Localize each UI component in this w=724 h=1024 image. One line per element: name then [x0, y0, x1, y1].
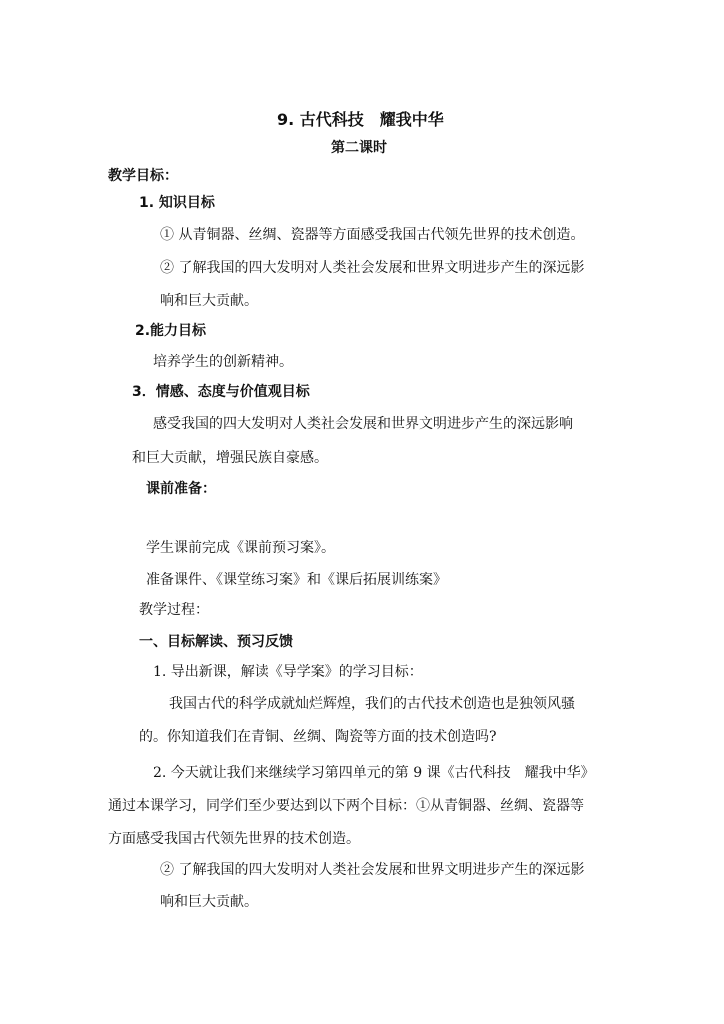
process-heading: 教学过程： [139, 602, 209, 618]
emotion-heading: 3．情感、态度与价值观目标 [132, 384, 310, 400]
goals-heading: 教学目标： [108, 168, 178, 184]
prep-heading: 课前准备： [146, 481, 216, 497]
prep-line-2: 准备课件、《课堂练习案》和《课后拓展训练案》 [146, 572, 447, 588]
knowledge-heading: 1. 知识目标 [139, 195, 215, 211]
step-2-line-1: 2. 今天就让我们来继续学习第四单元的第 9 课《古代科技 耀我中华》 [153, 765, 595, 781]
section-1-heading: 一、目标解读、预习反馈 [139, 634, 293, 650]
step-1-text-line-2: 的。你知道我们在青铜、丝绸、陶瓷等方面的技术创造吗? [139, 729, 497, 745]
step-1-text-line-1: 我国古代的科学成就灿烂辉煌，我们的古代技术创造也是独领风骚 [169, 696, 575, 712]
page-title: 9. 古代科技 耀我中华 [277, 110, 444, 129]
emotion-text-line-2: 和巨大贡献，增强民族自豪感。 [132, 450, 328, 466]
page-subtitle: 第二课时 [331, 140, 387, 156]
knowledge-item-1: ① 从青铜器、丝绸、瓷器等方面感受我国古代领先世界的技术创造。 [160, 227, 585, 243]
ability-text: 培养学生的创新精神。 [153, 354, 293, 370]
knowledge-item-2-line-1: ② 了解我国的四大发明对人类社会发展和世界文明进步产生的深远影 [160, 260, 585, 276]
step-1: 1. 导出新课，解读《导学案》的学习目标： [153, 664, 423, 680]
step-2-item-2-line-2: 响和巨大贡献。 [160, 894, 258, 910]
step-2-line-3: 方面感受我国古代领先世界的技术创造。 [108, 831, 360, 847]
ability-heading: 2.能力目标 [135, 323, 207, 339]
emotion-text-line-1: 感受我国的四大发明对人类社会发展和世界文明进步产生的深远影响 [153, 416, 573, 432]
step-2-line-2: 通过本课学习，同学们至少要达到以下两个目标：①从青铜器、丝绸、瓷器等 [108, 798, 584, 814]
step-2-item-2-line-1: ② 了解我国的四大发明对人类社会发展和世界文明进步产生的深远影 [160, 862, 585, 878]
knowledge-item-2-line-2: 响和巨大贡献。 [160, 293, 258, 309]
prep-line-1: 学生课前完成《课前预习案》。 [146, 540, 335, 556]
